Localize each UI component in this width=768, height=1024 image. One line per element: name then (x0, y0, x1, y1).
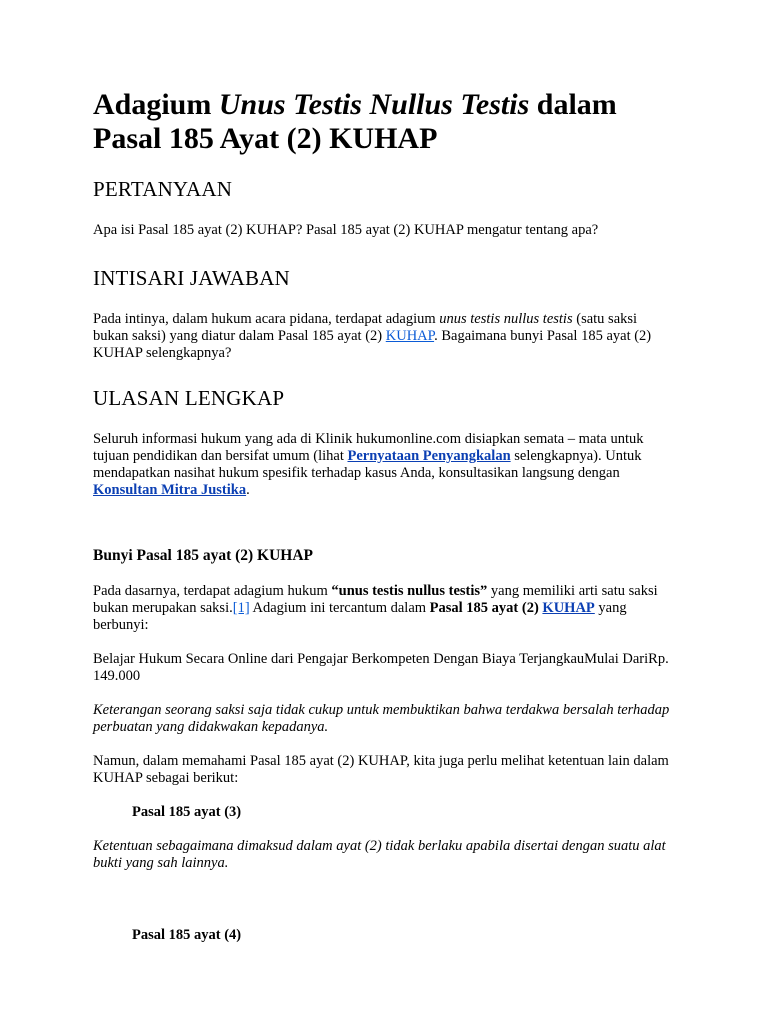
bunyi-t2: yang memiliki arti satu saksi bukan merupakan saksi. (93, 583, 658, 616)
quote-185-3 (93, 838, 676, 872)
ulasan-t2: selengkapnya). Untuk mendapatkan nasihat hukum spesifik terhadap kasus Anda, konsultasikan langsung dengan (93, 448, 642, 481)
namun-paragraph: Namun, dalam memahami Pasal 185 ayat (2) KUHAP, kita juga perlu melihat ketentuan lain dalam KUHAP sebagai berikut: (93, 753, 669, 786)
intisari-t3: . Bagaimana bunyi Pasal 185 ayat (2) KUHAP selengkapnya? (93, 328, 652, 361)
intisari-t1: Pada intinya, dalam hukum acara pidana, terdapat adagium (93, 311, 440, 327)
title-part1: Adagium (93, 88, 219, 121)
footnote-ref-link[interactable]: [1] (232, 600, 250, 616)
spacer-2 (93, 889, 676, 927)
bunyi-bold: “unus testis nullus testis” (331, 583, 488, 599)
intisari-italic: unus testis nullus testis (439, 311, 573, 327)
konsultan-mitra-justika-link[interactable]: Konsultan Mitra Justika (93, 482, 247, 498)
pertanyaan-text: Apa isi Pasal 185 ayat (2) KUHAP? Pasal 185 ayat (2) KUHAP mengatur tentang apa? (93, 222, 599, 238)
bunyi-t3: Adagium ini tercantum dalam (249, 600, 430, 616)
quote1-text: Keterangan seorang saksi saja tidak cukup untuk membuktikan bahwa terdakwa bersalah terhadap perbuatan yang didakwakan kepadanya. (93, 702, 670, 735)
heading-pertanyaan: PERTANYAAN (93, 177, 233, 201)
subheading-pasal-185-4: Pasal 185 ayat (4) (132, 927, 242, 943)
intisari-t2: (satu saksi bukan saksi) yang diatur dalam Pasal 185 ayat (2) (93, 311, 638, 344)
spacer (93, 516, 676, 546)
pernyataan-penyangkalan-link[interactable]: Pernyataan Penyangkalan (347, 448, 511, 464)
quote2-text: Ketentuan sebagaimana dimaksud dalam ayat (2) tidak berlaku apabila disertai dengan suatu alat bukti yang sah lainnya. (93, 838, 666, 871)
title-italic: Unus Testis Nullus Testis (218, 88, 530, 121)
heading-bunyi: Bunyi Pasal 185 ayat (2) KUHAP (93, 547, 314, 564)
ulasan-text (93, 431, 676, 499)
title-part2: dalam Pasal 185 Ayat (2) KUHAP (93, 88, 617, 155)
ulasan-t1: Seluruh informasi hukum yang ada di Klinik hukumonline.com disiapkan semata – mata untuk tujuan pendidikan dan bersifat umum (lihat (93, 431, 644, 464)
kuhap-link[interactable]: KUHAP (385, 328, 435, 344)
bunyi-bold2: Pasal 185 ayat (2) (429, 600, 543, 616)
ulasan-t3: . (246, 482, 250, 498)
page-title (93, 88, 676, 156)
quote-185-2 (93, 702, 676, 736)
kuhap-link-2[interactable]: KUHAP (542, 600, 595, 616)
bunyi-t4: yang berbunyi: (93, 600, 627, 633)
ad-text: Belajar Hukum Secara Online dari Pengajar Berkompeten Dengan Biaya TerjangkauMulai DariRp. 149.000 (93, 651, 669, 684)
intisari-text (93, 311, 676, 362)
bunyi-t1: Pada dasarnya, terdapat adagium hukum (93, 583, 332, 599)
bunyi-paragraph (93, 583, 676, 634)
heading-intisari: INTISARI JAWABAN (93, 266, 290, 290)
subheading-pasal-185-3: Pasal 185 ayat (3) (132, 804, 242, 820)
heading-ulasan: ULASAN LENGKAP (93, 386, 285, 410)
